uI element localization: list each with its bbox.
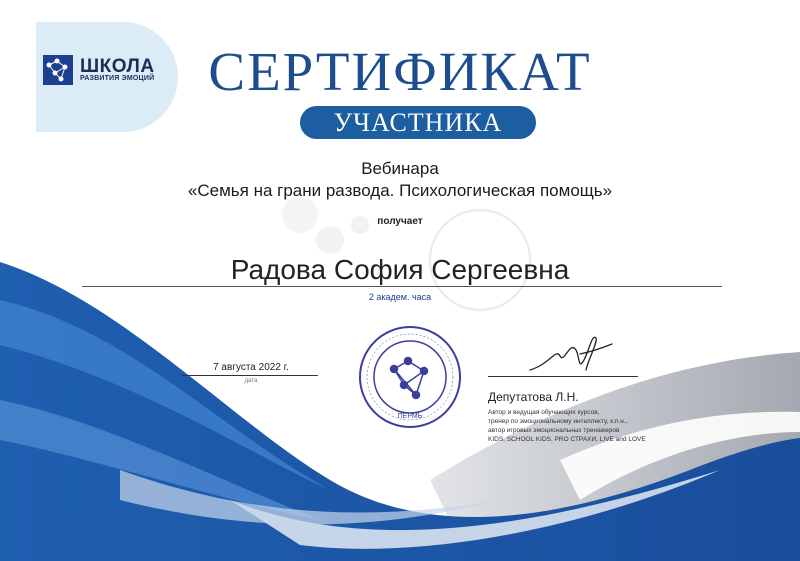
hours-label: 2 академ. часа: [368, 292, 432, 302]
logo-title: ШКОЛА: [80, 56, 155, 77]
webinar-title: «Семья на грани развода. Психологическая помощь»: [187, 181, 613, 200]
signer-description-line: KIDS, SCHOOL KIDS, PRO СТРАХИ, LIVE and LOVE: [488, 436, 646, 443]
signer-description: [488, 408, 688, 444]
participant-badge: УЧАСТНИКА: [300, 106, 536, 139]
recipient-name: Радова София Сергеевна: [230, 254, 570, 285]
stamp-seal-icon: [358, 325, 462, 429]
signer-description-line: Автор и ведущая обучающих курсов,: [488, 409, 600, 416]
signer-description-line: тренер по эмоциональному интеллекту, к.п.н.,: [488, 418, 628, 425]
logo-subtitle: РАЗВИТИЯ ЭМОЦИЙ: [80, 75, 155, 82]
date-caption: дата: [244, 378, 258, 384]
date-underline: [182, 375, 318, 376]
stamp-text: ПЕРМЬ: [397, 413, 423, 420]
receives-label: получает: [377, 216, 423, 227]
signature-underline: [488, 376, 638, 377]
certificate-heading: СЕРТИФИКАТ: [208, 41, 592, 102]
signer-description-line: автор игровых эмоциональных тренажеров: [488, 427, 620, 434]
signature-image: [520, 330, 620, 378]
issue-date: 7 августа 2022 г.: [213, 362, 289, 373]
name-underline: [82, 286, 722, 287]
signer-name: Депутатова Л.Н.: [488, 390, 579, 404]
webinar-label: Вебинара: [361, 159, 439, 178]
